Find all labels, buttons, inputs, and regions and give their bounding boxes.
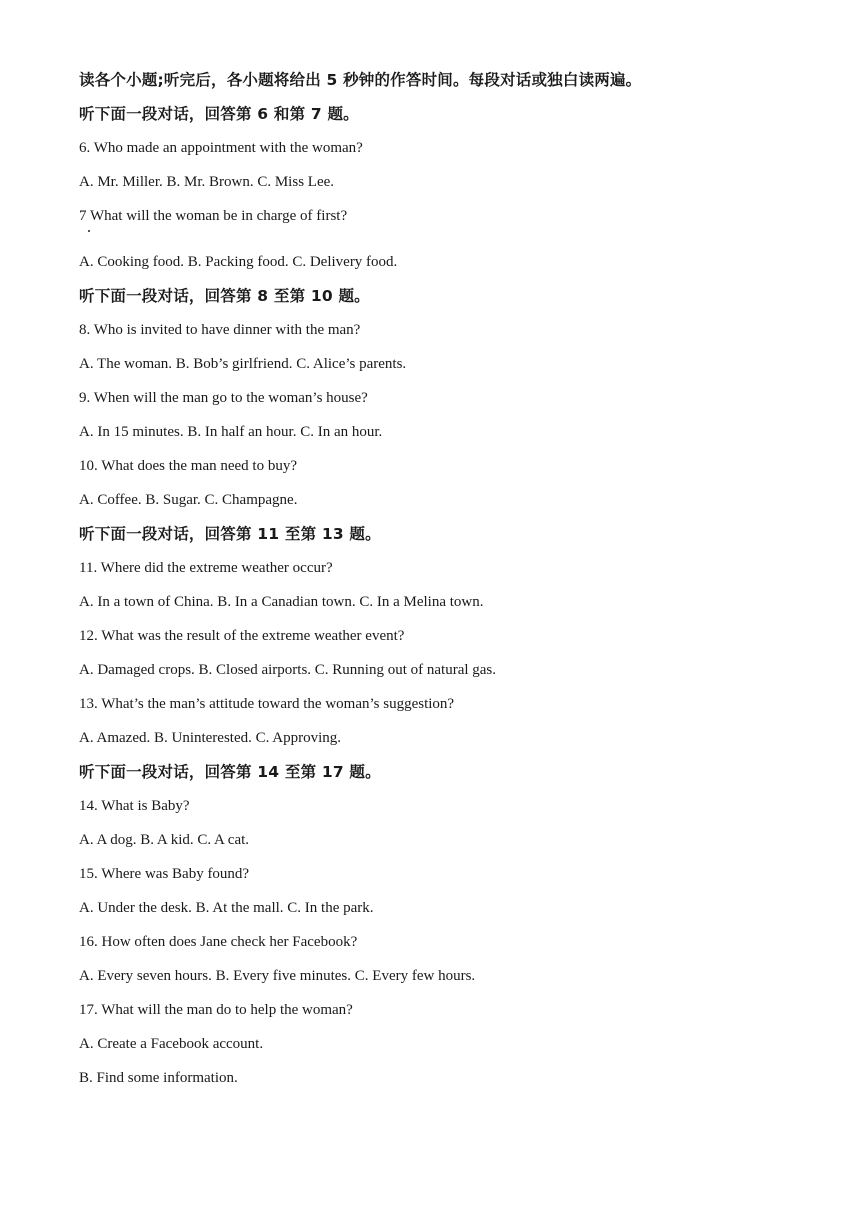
options-15: A. Under the desk. B. At the mall. C. In the park. (79, 900, 374, 916)
question-16: 16. How often does Jane check her Facebook? (79, 934, 358, 950)
question-10: 10. What does the man need to buy? (79, 458, 297, 474)
question-17: 17. What will the man do to help the woman? (79, 1002, 353, 1018)
question-13: 13. What’s the man’s attitude toward the woman’s suggestion? (79, 696, 455, 712)
options-8: A. The woman. B. Bob’s girlfriend. C. Alice’s parents. (79, 356, 407, 372)
options-11: A. In a town of China. B. In a Canadian town. C. In a Melina town. (79, 594, 484, 610)
options-13: A. Amazed. B. Uninterested. C. Approving. (79, 730, 342, 746)
options-17-b: B. Find some information. (79, 1070, 238, 1086)
question-9: 9. When will the man go to the woman’s house? (79, 390, 368, 406)
question-12: 12. What was the result of the extreme weather event? (79, 628, 405, 644)
question-8: 8. Who is invited to have dinner with the man? (79, 322, 361, 338)
question-11: 11. Where did the extreme weather occur? (79, 560, 333, 576)
options-16: A. Every seven hours. B. Every five minutes. C. Every few hours. (79, 968, 476, 984)
document-page (79, 70, 839, 1102)
options-9: A. In 15 minutes. B. In half an hour. C. In an hour. (79, 424, 383, 440)
instructions: 读各个小题;听完后，各小题将给出 5 秒钟的作答时间。每段对话或独白读两遍。 (79, 71, 642, 89)
section-heading: 听下面一段对话，回答第 8 至第 10 题。 (79, 287, 370, 305)
options-14: A. A dog. B. A kid. C. A cat. (79, 832, 250, 848)
options-6: A. Mr. Miller. B. Mr. Brown. C. Miss Lee. (79, 174, 335, 190)
options-7: A. Cooking food. B. Packing food. C. Delivery food. (79, 254, 398, 270)
question-6: 6. Who made an appointment with the woman? (79, 140, 363, 156)
options-10: A. Coffee. B. Sugar. C. Champagne. (79, 492, 298, 508)
question-7: 7 What will the woman be in charge of first? (79, 208, 348, 224)
section-heading: 听下面一段对话，回答第 11 至第 13 题。 (79, 525, 381, 543)
options-17-a: A. Create a Facebook account. (79, 1036, 264, 1052)
question-15: 15. Where was Baby found? (79, 866, 250, 882)
section-heading: 听下面一段对话，回答第 14 至第 17 题。 (79, 763, 381, 781)
question-14: 14. What is Baby? (79, 798, 190, 814)
section-heading: 听下面一段对话，回答第 6 和第 7 题。 (79, 105, 359, 123)
options-12: A. Damaged crops. B. Closed airports. C. Running out of natural gas. (79, 662, 497, 678)
